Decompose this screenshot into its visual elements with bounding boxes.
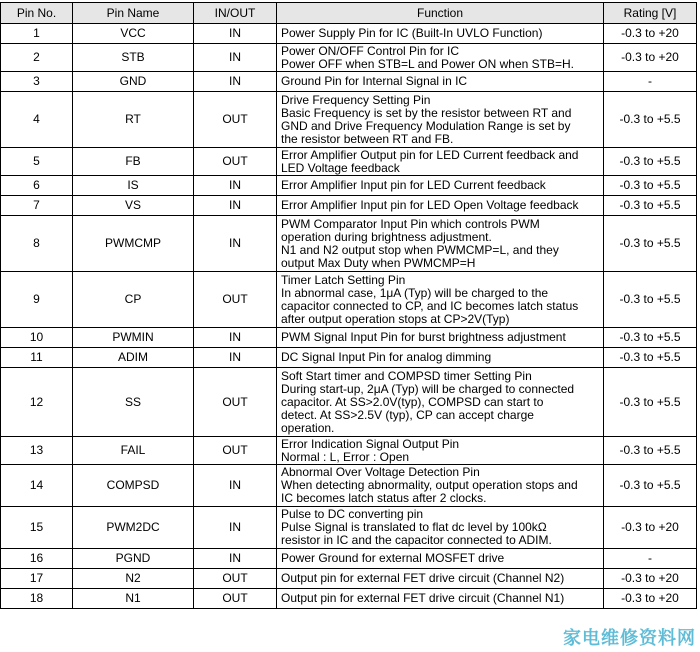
- pin-number-cell: 18: [1, 589, 73, 609]
- function-cell: [277, 589, 604, 609]
- table-row: [1, 24, 697, 44]
- rating-cell: -0.3 to +5.5: [604, 328, 697, 348]
- pin-number-cell: 5: [1, 148, 73, 176]
- header-function: Function: [277, 3, 604, 24]
- table-row: [1, 176, 697, 196]
- pin-name-cell: PWMIN: [73, 328, 194, 348]
- in-out-cell: IN: [194, 465, 277, 507]
- pin-number-cell: 14: [1, 465, 73, 507]
- function-text-line: output Max Duty when PWMCMP=H: [281, 255, 476, 270]
- function-text-line: Ground Pin for Internal Signal in IC: [281, 74, 468, 88]
- function-cell: [277, 368, 604, 437]
- function-text-line: detect. At SS>2.5V (typ), CP can accept charge: [281, 407, 534, 422]
- in-out-cell: IN: [194, 216, 277, 272]
- pin-number-cell: 3: [1, 72, 73, 92]
- rating-cell: -: [604, 72, 697, 92]
- header-in-out: IN/OUT: [194, 3, 277, 24]
- pin-name-cell: SS: [73, 368, 194, 437]
- function-cell: [277, 216, 604, 272]
- function-text-line: PWM Comparator Input Pin which controls PWM: [281, 216, 540, 231]
- table-row: [1, 272, 697, 328]
- function-text-line: Error Amplifier Output pin for LED Current feedback and: [281, 147, 579, 162]
- function-cell: [277, 148, 604, 176]
- in-out-cell: IN: [194, 328, 277, 348]
- table-row: [1, 328, 697, 348]
- function-text-line: IC becomes latch status after 2 clocks.: [281, 491, 487, 505]
- rating-cell: -0.3 to +5.5: [604, 348, 697, 368]
- pin-name-cell: N2: [73, 569, 194, 589]
- rating-cell: -0.3 to +5.5: [604, 196, 697, 216]
- function-text-line: Error Indication Signal Output Pin: [281, 436, 460, 451]
- function-cell: [277, 569, 604, 589]
- table-row: [1, 148, 697, 176]
- in-out-cell: OUT: [194, 148, 277, 176]
- in-out-cell: OUT: [194, 92, 277, 148]
- table-row: [1, 549, 697, 569]
- rating-cell: -0.3 to +5.5: [604, 216, 697, 272]
- function-text-line: When detecting abnormality, output operation stops and: [281, 478, 578, 492]
- pin-name-cell: FB: [73, 148, 194, 176]
- in-out-cell: IN: [194, 549, 277, 569]
- pin-name-cell: VCC: [73, 24, 194, 44]
- in-out-cell: IN: [194, 507, 277, 549]
- table-row: [1, 216, 697, 272]
- rating-cell: -0.3 to +20: [604, 507, 697, 549]
- pin-function-table: [0, 2, 697, 609]
- pin-name-cell: COMPSD: [73, 465, 194, 507]
- pin-number-cell: 2: [1, 44, 73, 72]
- table-row: [1, 72, 697, 92]
- header-row: [1, 3, 697, 24]
- function-text-line: DC Signal Input Pin for analog dimming: [281, 350, 492, 364]
- rating-cell: -0.3 to +20: [604, 569, 697, 589]
- function-cell: [277, 465, 604, 507]
- function-text-line: Pulse Signal is translated to flat dc level by 100kΩ: [281, 520, 547, 534]
- in-out-cell: IN: [194, 348, 277, 368]
- function-text-line: operation during brightness adjustment.: [281, 229, 492, 244]
- table-row: [1, 92, 697, 148]
- header-rating: Rating [V]: [604, 3, 697, 24]
- function-text-line: Normal : L, Error : Open: [281, 449, 410, 464]
- function-text-line: Power OFF when STB=L and Power ON when STB=H.: [281, 56, 575, 71]
- pin-name-cell: N1: [73, 589, 194, 609]
- function-cell: [277, 549, 604, 569]
- pin-name-cell: PWM2DC: [73, 507, 194, 549]
- pin-name-cell: GND: [73, 72, 194, 92]
- function-cell: [277, 348, 604, 368]
- pin-name-cell: ADIM: [73, 348, 194, 368]
- function-text-line: Basic Frequency is set by the resistor between RT and: [281, 105, 572, 120]
- table-row: [1, 569, 697, 589]
- pin-number-cell: 11: [1, 348, 73, 368]
- pin-name-cell: VS: [73, 196, 194, 216]
- in-out-cell: OUT: [194, 437, 277, 465]
- function-text-line: resistor in IC and the capacitor connected to ADIM.: [281, 533, 552, 547]
- function-text-line: Power ON/OFF Control Pin for IC: [281, 43, 460, 58]
- pin-number-cell: 7: [1, 196, 73, 216]
- rating-cell: -0.3 to +5.5: [604, 465, 697, 507]
- function-cell: [277, 272, 604, 328]
- function-text-line: In abnormal case, 1μA (Typ) will be charged to the: [281, 285, 549, 300]
- in-out-cell: IN: [194, 44, 277, 72]
- watermark-logo: 家电维修资料网: [563, 628, 696, 649]
- function-text-line: Soft Start timer and COMPSD timer Setting Pin: [281, 368, 532, 383]
- function-text-line: Abnormal Over Voltage Detection Pin: [281, 465, 480, 479]
- pin-number-cell: 1: [1, 24, 73, 44]
- table-row: [1, 196, 697, 216]
- function-text-line: capacitor connected to CP, and IC becomes latch status: [281, 298, 579, 313]
- pin-name-cell: PWMCMP: [73, 216, 194, 272]
- rating-cell: -0.3 to +20: [604, 24, 697, 44]
- function-cell: [277, 507, 604, 549]
- function-cell: [277, 72, 604, 92]
- function-text-line: N1 and N2 output stop when PWMCMP=L, and they: [281, 242, 559, 257]
- table-row: [1, 465, 697, 507]
- function-text-line: LED Voltage feedback: [281, 160, 400, 175]
- in-out-cell: IN: [194, 24, 277, 44]
- table-row: [1, 368, 697, 437]
- rating-cell: -0.3 to +5.5: [604, 272, 697, 328]
- in-out-cell: OUT: [194, 589, 277, 609]
- pin-number-cell: 8: [1, 216, 73, 272]
- in-out-cell: IN: [194, 196, 277, 216]
- function-text-line: Output pin for external FET drive circuit (Channel N1): [281, 591, 565, 605]
- function-cell: [277, 437, 604, 465]
- pin-number-cell: 12: [1, 368, 73, 437]
- pin-name-cell: FAIL: [73, 437, 194, 465]
- table-row: [1, 589, 697, 609]
- in-out-cell: OUT: [194, 368, 277, 437]
- function-cell: [277, 92, 604, 148]
- table-row: [1, 437, 697, 465]
- header-pin-no: Pin No.: [1, 3, 73, 24]
- in-out-cell: IN: [194, 72, 277, 92]
- pin-number-cell: 10: [1, 328, 73, 348]
- function-text-line: the resistor between RT and FB.: [281, 131, 454, 146]
- function-text-line: Output pin for external FET drive circuit (Channel N2): [281, 571, 565, 585]
- function-text-line: after output operation stops at CP>2V(Typ): [281, 311, 510, 326]
- pin-number-cell: 15: [1, 507, 73, 549]
- pin-name-cell: RT: [73, 92, 194, 148]
- pin-name-cell: CP: [73, 272, 194, 328]
- in-out-cell: OUT: [194, 569, 277, 589]
- function-cell: [277, 44, 604, 72]
- pin-name-cell: PGND: [73, 549, 194, 569]
- function-cell: [277, 196, 604, 216]
- rating-cell: -: [604, 549, 697, 569]
- rating-cell: -0.3 to +5.5: [604, 92, 697, 148]
- pin-number-cell: 13: [1, 437, 73, 465]
- function-text-line: Error Amplifier Input pin for LED Current feedback: [281, 178, 546, 192]
- rating-cell: -0.3 to +20: [604, 44, 697, 72]
- function-text-line: capacitor. At SS>2.0V(typ), COMPSD can start to: [281, 394, 544, 409]
- pin-number-cell: 9: [1, 272, 73, 328]
- function-text-line: During start-up, 2μA (Typ) will be charged to connected: [281, 381, 575, 396]
- pin-number-cell: 6: [1, 176, 73, 196]
- in-out-cell: OUT: [194, 272, 277, 328]
- function-text-line: Drive Frequency Setting Pin: [281, 92, 431, 107]
- rating-cell: -0.3 to +5.5: [604, 148, 697, 176]
- function-text-line: Timer Latch Setting Pin: [281, 272, 406, 287]
- function-text-line: Power Ground for external MOSFET drive: [281, 551, 505, 565]
- function-text-line: Power Supply Pin for IC (Built-In UVLO Function): [281, 26, 543, 40]
- header-pin-name: Pin Name: [73, 3, 194, 24]
- function-cell: [277, 328, 604, 348]
- rating-cell: -0.3 to +5.5: [604, 176, 697, 196]
- function-cell: [277, 176, 604, 196]
- table-row: [1, 348, 697, 368]
- function-cell: [277, 24, 604, 44]
- function-text-line: GND and Drive Frequency Modulation Range is set by: [281, 118, 571, 133]
- pin-number-cell: 17: [1, 569, 73, 589]
- rating-cell: -0.3 to +20: [604, 589, 697, 609]
- function-text-line: operation.: [281, 420, 335, 435]
- pin-number-cell: 4: [1, 92, 73, 148]
- in-out-cell: IN: [194, 176, 277, 196]
- rating-cell: -0.3 to +5.5: [604, 368, 697, 437]
- pin-number-cell: 16: [1, 549, 73, 569]
- rating-cell: -0.3 to +5.5: [604, 437, 697, 465]
- function-text-line: PWM Signal Input Pin for burst brightness adjustment: [281, 330, 566, 344]
- function-text-line: Pulse to DC converting pin: [281, 507, 424, 521]
- function-text-line: Error Amplifier Input pin for LED Open Voltage feedback: [281, 198, 579, 212]
- table-row: [1, 44, 697, 72]
- pin-name-cell: STB: [73, 44, 194, 72]
- pin-name-cell: IS: [73, 176, 194, 196]
- table-row: [1, 507, 697, 549]
